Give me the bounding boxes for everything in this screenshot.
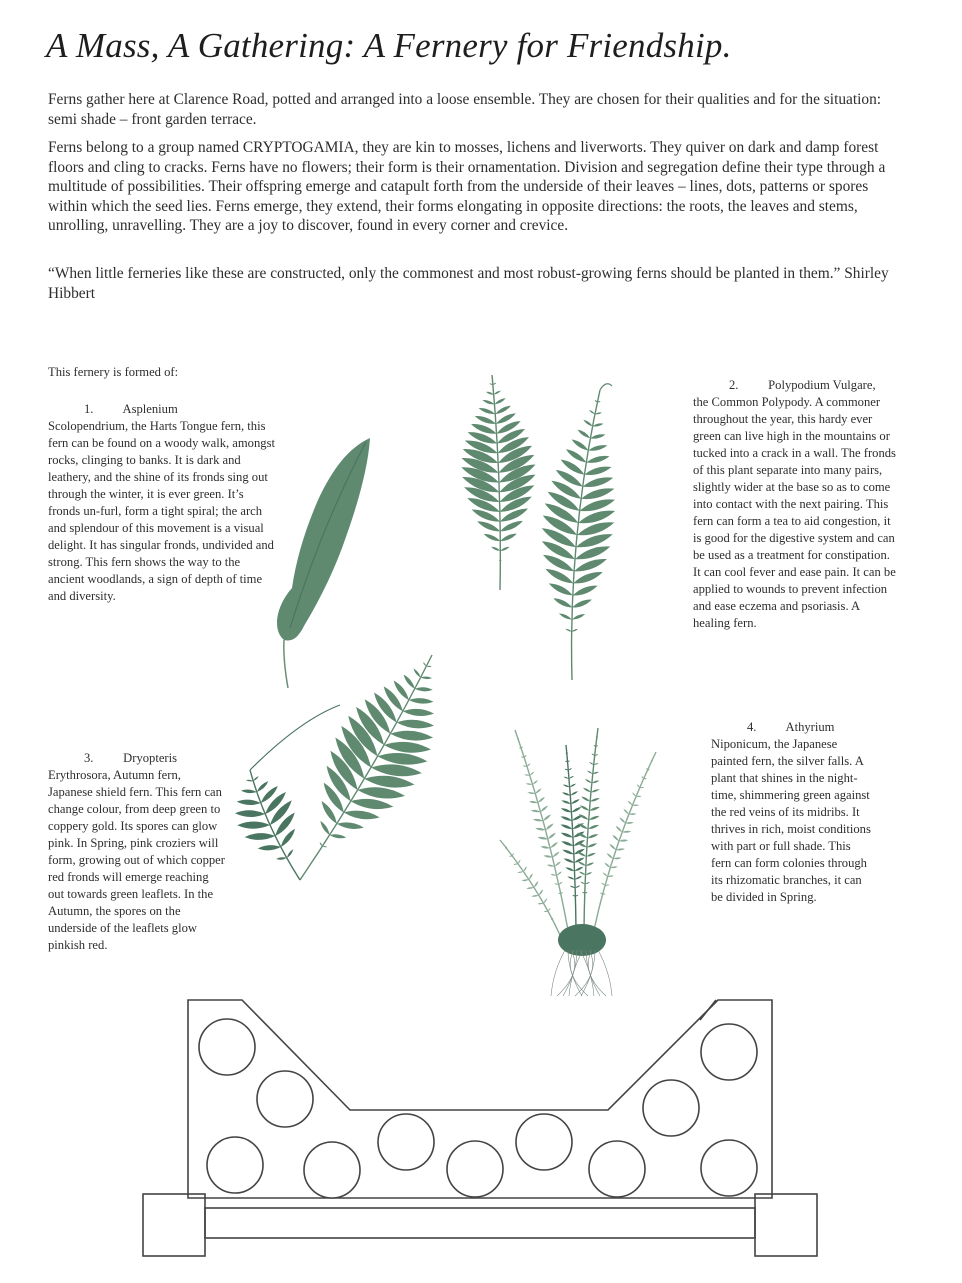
planter-pot-circle [589, 1141, 645, 1197]
fern-4-text: Niponicum, the Japanese painted fern, the silver falls. A plant that shines in the night-time, shimmering green against the red veins of its midribs. It thrives in rich, moist conditions with part or full shade. This fern can form colonies through its rhizomatic branches, it can be divided in Spring. [711, 737, 871, 904]
planter-pot-circle [304, 1142, 360, 1198]
planter-base-rail [205, 1208, 755, 1238]
intro-paragraph-2: Ferns belong to a group named CRYPTOGAMIA, they are kin to mosses, lichens and liverworts. They quiver on dark and damp forest floors and cling to cracks. Ferns have no flowers; their form is their ornamentation. Division and segregation define their type through a multitude of possibilities. Their offspring emerge and catapult forth from the underside of their leaves – lines, dots, patterns or spores within which the seed lies. Ferns emerge, they extend, their forms elongating in opposite directions: the roots, the leaves and stems, unrolling, unravelling. They are a joy to discover, found in every corner and crevice. [48, 139, 886, 234]
painted-fern-illustration [500, 728, 656, 996]
fern-4-name: Athyrium [785, 720, 835, 734]
fern-3-text: Erythrosora, Autumn fern, Japanese shield fern. This fern can change colour, from deep green to coppery gold. Its spores can glow pink. In Spring, pink croziers will form, growing out of which copper red fronds will emerge reaching out towards green leaflets. In the Autumn, the spores on the underside of the leaflets glow pinkish red. [48, 768, 225, 952]
planter-pot-circle [378, 1114, 434, 1170]
autumn-fern-illustration [235, 655, 434, 880]
planter-pot-circle [207, 1137, 263, 1193]
planter-pot-circle [701, 1140, 757, 1196]
fern-2-number: 2. [729, 378, 739, 392]
planter-pot-circle [516, 1114, 572, 1170]
fernery-intro-label: This fernery is formed of: [48, 365, 179, 379]
planter-pot-circle [199, 1019, 255, 1075]
planter-right-foot [755, 1194, 817, 1256]
fern-2-text: the Common Polypody. A commoner throughout the year, this hardy ever green can live high in the mountains or tucked into a crack in a wall. The fronds of this plant separate into many pairs, slightly wider at the base so as to come into contact with the next pairing. This fern can form a tea to aid congestion, it is good for the digestive system and can be used as a treatment for constipation. It can cool fever and ease pain. It can be applied to wounds to prevent infection and ease eczema and psoriasis. A healing fern. [693, 395, 896, 630]
fern-4-number: 4. [747, 720, 757, 734]
fern-2-name: Polypodium Vulgare, [768, 378, 876, 392]
fern-1-name: Asplenium [122, 402, 178, 416]
fern-1-text: Scolopendrium, the Harts Tongue fern, this fern can be found on a woody walk, amongst rocks, clinging to banks. It is dark and leathery, and the shine of its fronds sing out through the winter, it is ever green. It’s fronds un-furl, form a tight spiral; the arch and splendour of this movement is a visual delight. It has singular fronds, undivided and strong. This fern shows the way to the ancient woodlands, a sign of depth of time and diversity. [48, 419, 275, 603]
fern-3-number: 3. [84, 751, 94, 765]
planter-pot-circle [643, 1080, 699, 1136]
planter-pots [199, 1019, 757, 1198]
fern-1-number: 1. [84, 402, 94, 416]
planter-pot-circle [447, 1141, 503, 1197]
planter-left-foot [143, 1194, 205, 1256]
fern-3-name: Dryopteris [123, 751, 178, 765]
hartstongue-fern-illustration [277, 438, 370, 688]
planter-pot-circle [257, 1071, 313, 1127]
polypody-fern-illustration [461, 375, 615, 680]
intro-paragraph-1: Ferns gather here at Clarence Road, potted and arranged into a loose ensemble. They are chosen for their qualities and for the situation: semi shade – front garden terrace. [48, 91, 882, 128]
page-title: A Mass, A Gathering: A Fernery for Friendship. [46, 26, 732, 65]
planter-pot-circle [701, 1024, 757, 1080]
planter-inner-edge [700, 1000, 716, 1020]
intro-quote: “When little ferneries like these are constructed, only the commonest and most robust-growing ferns should be planted in them.” Shirley Hibbert [48, 265, 889, 302]
